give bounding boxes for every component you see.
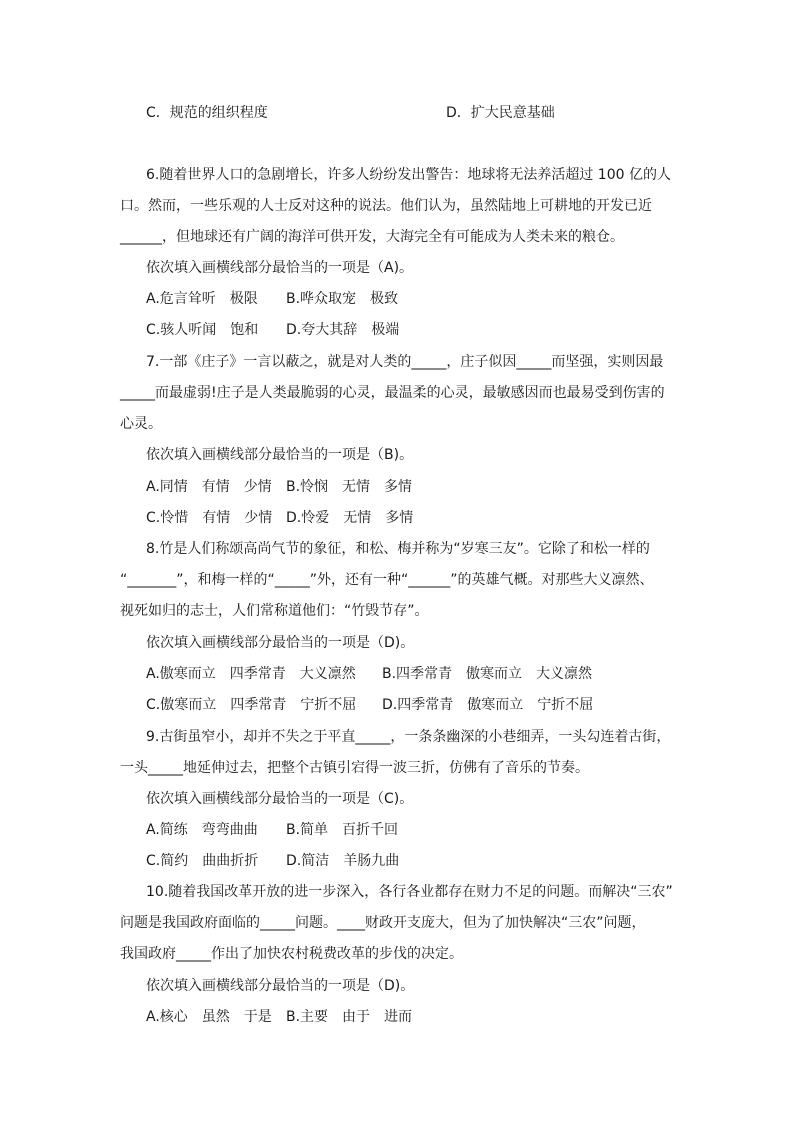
q9-option-c: C.简约 曲曲折折 [146,853,259,869]
q7-option-c: C.怜惜 有情 少情 [146,510,273,526]
q7-stem-line1: 7.一部《庄子》一言以蔽之，就是对人类的_____，庄子似因_____而坚强，实则因最 [146,354,664,370]
q8-stem-line1: 8.竹是人们称颂高尚气节的象征，和松、梅并称为“岁寒三友”。它除了和松一样的 [146,541,650,557]
q8-option-b: B.四季常青 傲寒而立 大义凛然 [382,666,593,682]
q7-option-a: A.同情 有情 少情 [146,479,272,495]
q7-prompt: 依次填入画横线部分最恰当的一项是（B)。 [146,447,414,463]
q8-options-row2 [146,695,626,715]
option-c-prev: C．规范的组织程度 [146,105,268,121]
q9-option-d: D.简洁 羊肠九曲 [286,853,400,869]
q8-stem-line3: 视死如归的志士，人们常称道他们：“竹毁节存”。 [120,603,429,619]
q6-options-row1 [146,289,546,309]
q8-stem-line2: “_______”，和梅一样的“_____”外，还有一种“______”的英雄气概。对那些大义凛然、 [120,572,654,588]
q6-stem-line1: 6.随着世界人口的急剧增长，许多人纷纷发出警告：地球将无法养活超过 100 亿的人 [146,167,671,183]
q7-stem-line3: 心灵。 [120,416,162,432]
q8-options-row1 [146,664,626,684]
q6-option-d: D.夸大其辞 极端 [286,322,400,338]
q6-stem-line2: 口。然而，一些乐观的人士反对这种的说法。他们认为，虽然陆地上可耕地的开发已近 [120,198,652,214]
q8-option-c: C.傲寒而立 四季常青 宁折不屈 [146,697,357,713]
q9-option-a: A.简练 弯弯曲曲 [146,822,258,838]
q6-options-row2 [146,320,546,340]
q6-option-a: A.危言耸听 极限 [146,291,258,307]
q6-stem-line3: ______，但地球还有广阔的海洋可供开发，大海完全有可能成为人类未来的粮仓。 [120,229,624,245]
q7-option-d: D.怜爱 无情 多情 [286,510,414,526]
q10-option-a: A.核心 虽然 于是 [146,1009,272,1025]
q9-stem-line1: 9.古街虽窄小，却并不失之于平直_____，一条条幽深的小巷细弄，一头勾连着古街， [146,729,671,745]
q9-options-row2 [146,851,546,871]
q7-options-row1 [146,477,546,497]
q9-stem-line2: 一头_____地延伸过去，把整个古镇引宕得一波三折，仿佛有了音乐的节奏。 [120,760,589,776]
q10-option-b: B.主要 由于 进而 [286,1009,413,1025]
q9-prompt: 依次填入画横线部分最恰当的一项是（C)。 [146,791,414,807]
q10-options-row1 [146,1007,546,1027]
q7-stem-line2: _____而最虚弱!庄子是人类最脆弱的心灵，最温柔的心灵，最敏感因而也最易受到伤害的 [120,385,665,401]
q9-options-row1 [146,820,546,840]
q9-option-b: B.简单 百折千回 [286,822,399,838]
option-d-prev: D．扩大民意基础 [446,105,555,121]
q8-option-d: D.四季常青 傲寒而立 宁折不屈 [382,697,594,713]
q10-stem-line3: 我国政府_____作出了加快农村税费改革的步伐的决定。 [120,946,463,962]
q10-prompt: 依次填入画横线部分最恰当的一项是（D)。 [146,978,415,994]
q7-options-row2 [146,508,546,528]
q6-prompt: 依次填入画横线部分最恰当的一项是（A)。 [146,260,414,276]
q8-option-a: A.傲寒而立 四季常青 大义凛然 [146,666,356,682]
q10-stem-line1: 10.随着我国改革开放的进一步深入，各行各业都存在财力不足的问题。而解决“三农” [146,884,673,900]
q8-prompt: 依次填入画横线部分最恰当的一项是（D)。 [146,635,415,651]
q6-option-b: B.哗众取宠 极致 [286,291,399,307]
q7-option-b: B.怜悯 无情 多情 [286,479,413,495]
q10-stem-line2: 问题是我国政府面临的_____问题。____财政开支庞大，但为了加快解决“三农”问题， [120,915,646,931]
q6-option-c: C.骇人听闻 饱和 [146,322,259,338]
